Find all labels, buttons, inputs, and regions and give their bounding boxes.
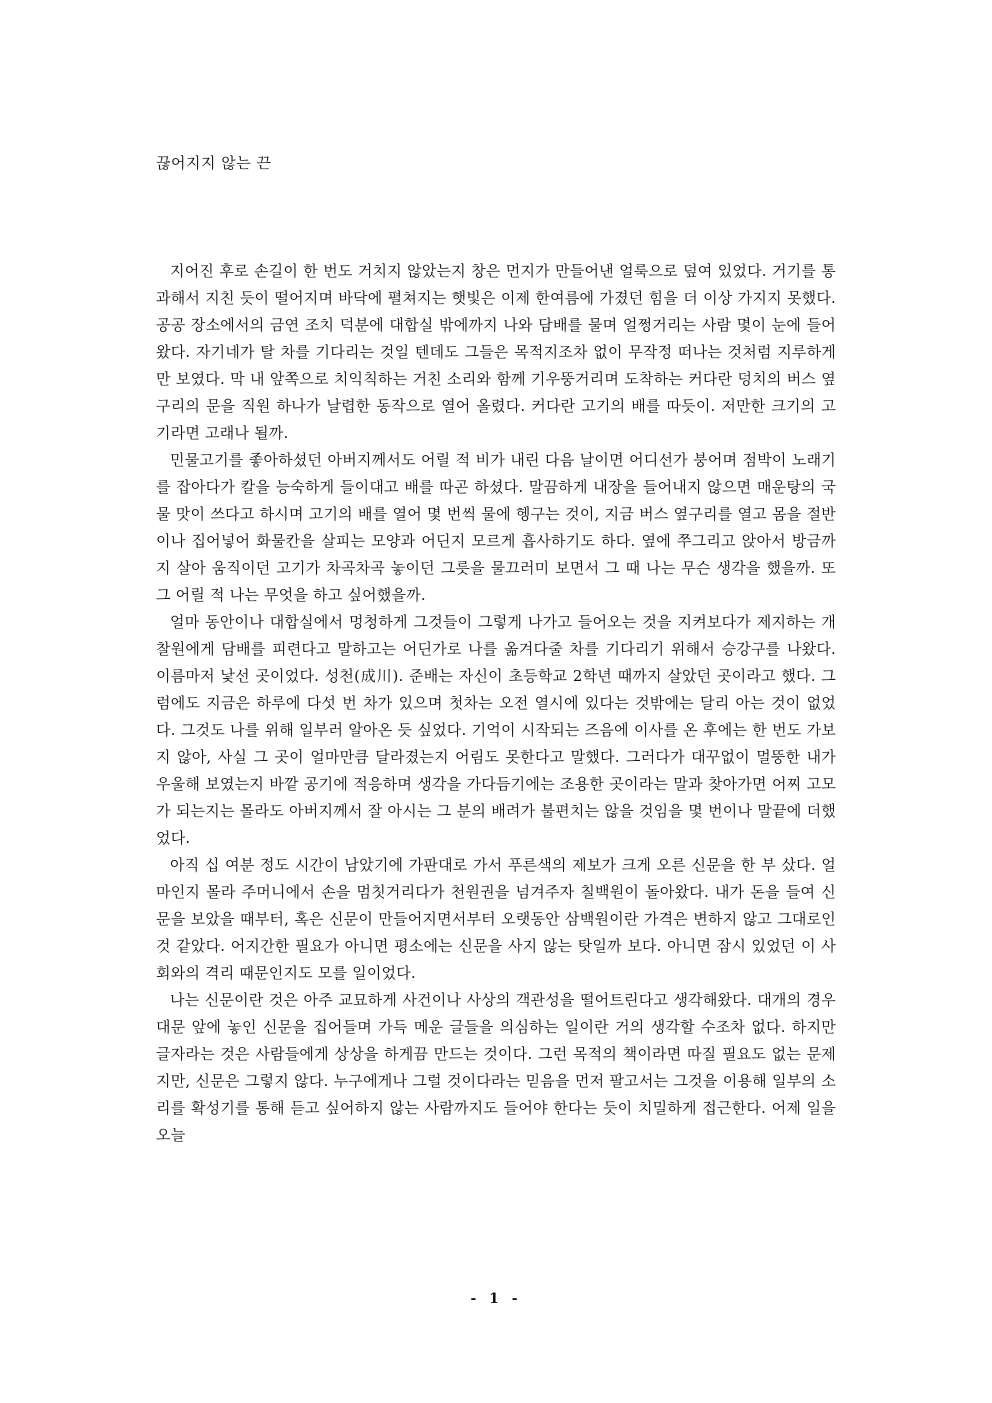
document-title: 끊어지지 않는 끈 (156, 154, 272, 172)
paragraph-1: 지어진 후로 손길이 한 번도 거치지 않았는지 창은 먼지가 만들어낸 얼룩으로 덮여 있었다. 거기를 통과해서 지친 듯이 떨어지며 바닥에 펼쳐지는 햇빛은 이제 한여름에 가졌던 힘을 더 이상 가지지 못했다. 공공 장소에서의 금연 조치 덕분에 대합실 밖에까지 나와 담배를 물며 얼쩡거리는 사람 몇이 눈에 들어왔다. 자기네가 탈 차를 기다리는 것일 텐데도 그들은 목적지조차 없이 무작정 떠나는 것처럼 지루하게만 보였다. 막 내 앞쪽으로 치익칙하는 거친 소리와 함께 기우뚱거리며 도착하는 커다란 덩치의 버스 옆구리의 문을 직원 하나가 날렵한 동작으로 열어 올렸다. 커다란 고기의 배를 따듯이. 저만한 크기의 고기라면 고래나 될까. (156, 262, 836, 442)
document-body (156, 258, 836, 1149)
paragraph-4: 아직 십 여분 정도 시간이 남았기에 가판대로 가서 푸른색의 제보가 크게 오른 신문을 한 부 샀다. 얼마인지 몰라 주머니에서 손을 멈칫거리다가 천원권을 넘겨주자 칠백원이 돌아왔다. 내가 돈을 들여 신문을 보았을 때부터, 혹은 신문이 만들어지면서부터 오랫동안 삼백원이란 가격은 변하지 않고 그대로인 것 같았다. 어지간한 필요가 아니면 평소에는 신문을 사지 않는 탓일까 보다. 아니면 잠시 있었던 이 사회와의 격리 때문인지도 모를 일이었다. (156, 856, 836, 982)
paragraph-5: 나는 신문이란 것은 아주 교묘하게 사건이나 사상의 객관성을 떨어트린다고 생각해왔다. 대개의 경우 대문 앞에 놓인 신문을 집어들며 가득 메운 글들을 의심하는 일이란 거의 생각할 수조차 없다. 하지만 글자라는 것은 사람들에게 상상을 하게끔 만드는 것이다. 그런 목적의 책이라면 따질 필요도 없는 문제지만, 신문은 그렇지 않다. 누구에게나 그럴 것이다라는 믿음을 먼저 팔고서는 그것을 이용해 일부의 소리를 확성기를 통해 듣고 싶어하지 않는 사람까지도 들어야 한다는 듯이 치밀하게 접근한다. 어제 일을 오늘 (156, 991, 836, 1144)
paragraph-2: 민물고기를 좋아하셨던 아버지께서도 어릴 적 비가 내린 다음 날이면 어디선가 붕어며 점박이 노래기를 잡아다가 칼을 능숙하게 들이대고 배를 따곤 하셨다. 말끔하게 내장을 들어내지 않으면 매운탕의 국물 맛이 쓰다고 하시며 고기의 배를 열어 몇 번씩 물에 헹구는 것이, 지금 버스 옆구리를 열고 몸을 절반이나 집어넣어 화물칸을 살피는 모양과 어딘지 모르게 흡사하기도 하다. 옆에 쭈그리고 앉아서 방금까지 살아 움직이던 고기가 차곡차곡 놓이던 그릇을 물끄러미 보면서 그 때 나는 무슨 생각을 했을까. 또 그 어릴 적 나는 무엇을 하고 싶어했을까. (156, 451, 836, 604)
paragraph-3: 얼마 동안이나 대합실에서 멍청하게 그것들이 그렇게 나가고 들어오는 것을 지켜보다가 제지하는 개찰원에게 담배를 피련다고 말하고는 어딘가로 나를 옮겨다줄 차를 기다리기 위해서 승강구를 나왔다. 이름마저 낯선 곳이었다. 성천(成川). 준배는 자신이 초등학교 2학년 때까지 살았던 곳이라고 했다. 그럼에도 지금은 하루에 다섯 번 차가 있으며 첫차는 오전 열시에 있다는 것밖에는 달리 아는 것이 없었다. 그것도 나를 위해 일부러 알아온 듯 싶었다. 기억이 시작되는 즈음에 이사를 온 후에는 한 번도 가보지 않아, 사실 그 곳이 얼마만큼 달라졌는지 어림도 못한다고 말했다. 그러다가 대꾸없이 멀뚱한 내가 우울해 보였는지 바깥 공기에 적응하며 생각을 가다듬기에는 조용한 곳이라는 말과 찾아가면 어찌 고모가 되는지는 몰라도 아버지께서 잘 아시는 그 분의 배려가 불편치는 않을 것임을 몇 번이나 말끝에 더했었다. (156, 613, 836, 847)
page-number: - 1 - (470, 1291, 522, 1307)
